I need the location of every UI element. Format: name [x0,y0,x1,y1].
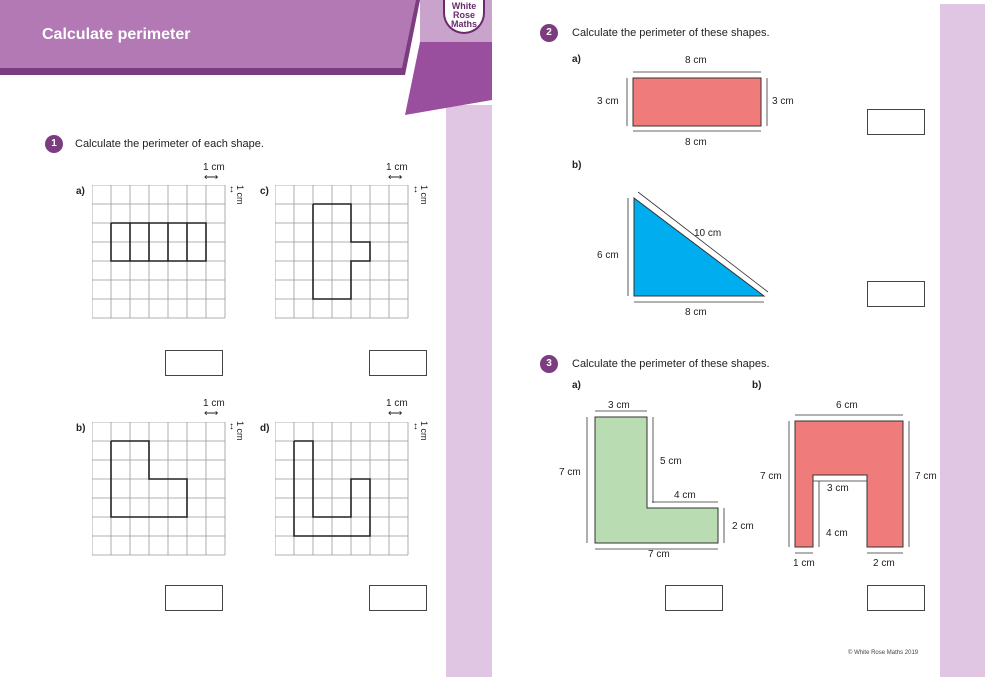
q3b-top-label: 6 cm [836,400,858,411]
q2a-rectangle-diagram [615,64,775,136]
q3a-answer-box[interactable] [665,585,723,611]
q1a-answer-box[interactable] [165,350,223,376]
q1-grid-a [92,185,226,319]
q3a-right-label: 2 cm [732,521,754,532]
q1-part-c-label: c) [260,186,269,197]
q3-part-b-label: b) [752,380,762,391]
q2b-triangle-diagram [620,190,780,305]
q1d-unit-v: 1 cm [419,421,429,441]
q3b-inner-v-label: 4 cm [826,528,848,539]
q3b-inner-top-label: 3 cm [827,483,849,494]
q1b-answer-box[interactable] [165,585,223,611]
q1c-unit-v-arrow: ↕ [413,184,418,195]
q1b-unit-arrow: ⟷ [204,408,219,419]
q1c-unit-h: 1 cm [386,162,408,173]
q1d-unit-v-arrow: ↕ [413,421,418,432]
white-rose-maths-logo [443,0,485,34]
q1-part-d-label: d) [260,423,270,434]
q1c-unit-arrow: ⟷ [388,172,403,183]
right-page-side-strip [940,4,985,677]
q1b-unit-v: 1 cm [235,421,245,441]
q1a-unit-v-arrow: ↕ [229,184,234,195]
question-1-text: Calculate the perimeter of each shape. [75,138,264,150]
q1c-unit-v: 1 cm [419,185,429,205]
question-3-number: 3 [540,355,558,373]
left-page-side-strip [446,105,492,677]
q3a-bottom-label: 7 cm [648,549,670,560]
q3a-inner-h-label: 4 cm [674,490,696,501]
q1d-unit-arrow: ⟷ [388,408,403,419]
q1-part-a-label: a) [76,186,85,197]
q1d-answer-box[interactable] [369,585,427,611]
q1d-unit-h: 1 cm [386,398,408,409]
q2b-answer-box[interactable] [867,281,925,307]
question-3-text: Calculate the perimeter of these shapes. [572,358,770,370]
q3b-u-shape-diagram [780,405,920,565]
q2-part-a-label: a) [572,54,581,65]
q1b-unit-v-arrow: ↕ [229,421,234,432]
q2-part-b-label: b) [572,160,582,171]
q3a-inner-v-label: 5 cm [660,456,682,467]
q3b-right-label: 7 cm [915,471,937,482]
q3a-l-shape-diagram [580,405,740,555]
q2b-bottom-label: 8 cm [685,307,707,318]
question-2-number: 2 [540,24,558,42]
q3a-top-label: 3 cm [608,400,630,411]
q2a-top-label: 8 cm [685,55,707,66]
q1-grid-c [275,185,409,319]
question-1-number: 1 [45,135,63,153]
question-2-text: Calculate the perimeter of these shapes. [572,27,770,39]
q2a-left-label: 3 cm [597,96,619,107]
q1-part-b-label: b) [76,423,86,434]
q1-grid-d [275,422,409,556]
copyright-notice: © White Rose Maths 2019 [848,650,919,656]
q3b-leg-right-label: 2 cm [873,558,895,569]
q1a-unit-arrow: ⟷ [204,172,219,183]
q2a-answer-box[interactable] [867,109,925,135]
q1b-unit-h: 1 cm [203,398,225,409]
logo-line-2: Rose [452,10,475,20]
q2a-right-label: 3 cm [772,96,794,107]
q1-grid-b [92,422,226,556]
q3b-answer-box[interactable] [867,585,925,611]
q3b-leg-left-label: 1 cm [793,558,815,569]
q2a-bottom-label: 8 cm [685,137,707,148]
q2b-hyp-label: 10 cm [694,228,722,239]
page-title: Calculate perimeter [42,26,191,43]
logo-line-3: Maths [450,19,477,29]
q3b-left-label: 7 cm [760,471,782,482]
title-banner [0,0,492,120]
q3-part-a-label: a) [572,380,581,391]
q3a-left-label: 7 cm [559,467,581,478]
q1a-unit-h: 1 cm [203,162,225,173]
q1a-unit-v: 1 cm [235,185,245,205]
logo-line-1: White [451,1,477,11]
q1c-answer-box[interactable] [369,350,427,376]
q2b-left-label: 6 cm [597,250,619,261]
